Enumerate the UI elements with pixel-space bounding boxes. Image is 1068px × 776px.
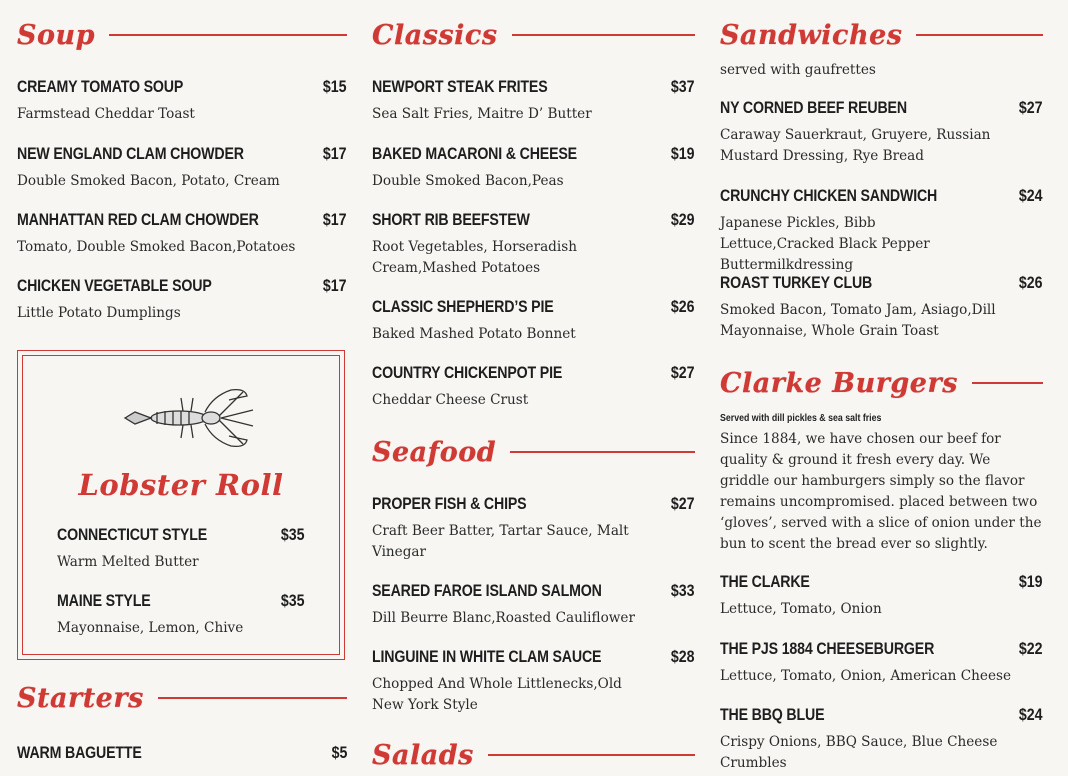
item-price: $26 bbox=[671, 298, 695, 316]
item-price: $5 bbox=[331, 744, 347, 762]
item-price: $37 bbox=[671, 78, 695, 96]
item-name: MAINE STYLE bbox=[57, 592, 151, 610]
item-price: $22 bbox=[1019, 640, 1043, 658]
lobster-roll-title: Lobster Roll bbox=[78, 468, 284, 502]
item-name: SEARED FAROE ISLAND SALMON bbox=[372, 582, 602, 600]
item-description: Chopped And Whole Littlenecks,Old New York Style bbox=[372, 676, 622, 713]
section-divider bbox=[916, 34, 1043, 36]
burgers-blurb: Since 1884, we have chosen our beef for quality & ground it fresh every day. We griddle our hamburgers simply so the flavor remains uncompromised. placed between two ‘gloves’, served with a slice of onion under the bun to scent the bread ever so slightly. bbox=[720, 431, 1042, 552]
item-name: COUNTRY CHICKENPOT PIE bbox=[372, 364, 563, 382]
section-title-salads: Salads bbox=[372, 739, 474, 771]
burgers-section-header bbox=[720, 363, 1043, 403]
item-name: ROAST TURKEY CLUB bbox=[720, 274, 873, 292]
item-name: LINGUINE IN WHITE CLAM SAUCE bbox=[372, 648, 602, 666]
item-price: $27 bbox=[1019, 99, 1043, 117]
item-price: $28 bbox=[671, 648, 695, 666]
item-price: $15 bbox=[323, 78, 347, 96]
item-price: $17 bbox=[323, 277, 347, 295]
item-price: $27 bbox=[671, 495, 695, 513]
classics-section-header bbox=[372, 15, 695, 55]
item-price: $26 bbox=[1019, 274, 1043, 292]
item-name: BAKED MACARONI & CHEESE bbox=[372, 145, 577, 163]
section-divider bbox=[488, 754, 695, 756]
item-name: PROPER FISH & CHIPS bbox=[372, 495, 527, 513]
starters-section-header bbox=[17, 678, 347, 718]
section-divider bbox=[972, 382, 1043, 384]
item-description: Lettuce, Tomato, Onion, American Cheese bbox=[720, 668, 1012, 684]
soup-section-header bbox=[17, 15, 347, 55]
item-description: Mayonnaise, Lemon, Chive bbox=[57, 620, 244, 636]
item-name: CRUNCHY CHICKEN SANDWICH bbox=[720, 187, 938, 205]
seafood-section-header bbox=[372, 432, 695, 472]
item-name: CREAMY TOMATO SOUP bbox=[17, 78, 184, 96]
item-description: Baked Mashed Potato Bonnet bbox=[372, 326, 576, 342]
item-name: WARM BAGUETTE bbox=[17, 744, 142, 762]
item-description: Little Potato Dumplings bbox=[17, 305, 181, 321]
item-price: $17 bbox=[323, 145, 347, 163]
item-description: Double Smoked Bacon, Potato, Cream bbox=[17, 173, 280, 189]
section-divider bbox=[512, 34, 695, 36]
item-price: $29 bbox=[671, 211, 695, 229]
lobster-illustration-icon bbox=[121, 382, 257, 454]
item-description: Crispy Onions, BBQ Sauce, Blue Cheese Crumbles bbox=[720, 734, 998, 771]
item-name: THE BBQ BLUE bbox=[720, 706, 825, 724]
item-name: MANHATTAN RED CLAM CHOWDER bbox=[17, 211, 259, 229]
item-description: Sea Salt Fries, Maitre D’ Butter bbox=[372, 106, 592, 122]
sandwiches-note: served with gaufrettes bbox=[720, 62, 876, 78]
item-description: Double Smoked Bacon,Peas bbox=[372, 173, 564, 189]
section-title-burgers: Clarke Burgers bbox=[720, 367, 958, 399]
item-name: NY CORNED BEEF REUBEN bbox=[720, 99, 907, 117]
salads-section-header bbox=[372, 735, 695, 775]
item-description: Farmstead Cheddar Toast bbox=[17, 106, 195, 122]
item-price: $24 bbox=[1019, 706, 1043, 724]
section-title-classics: Classics bbox=[372, 19, 498, 51]
item-name: SHORT RIB BEEFSTEW bbox=[372, 211, 530, 229]
item-description: Tomato, Double Smoked Bacon,Potatoes bbox=[17, 239, 296, 255]
item-description: Lettuce, Tomato, Onion bbox=[720, 601, 882, 617]
item-price: $19 bbox=[1019, 573, 1043, 591]
item-description: Cheddar Cheese Crust bbox=[372, 392, 529, 408]
item-name: CHICKEN VEGETABLE SOUP bbox=[17, 277, 212, 295]
menu-column-right bbox=[720, 0, 1043, 776]
section-divider bbox=[510, 451, 695, 453]
item-price: $35 bbox=[281, 592, 305, 610]
item-name: THE PJS 1884 CHEESEBURGER bbox=[720, 640, 935, 658]
item-price: $35 bbox=[281, 526, 305, 544]
item-description: Root Vegetables, Horseradish Cream,Mashed Potatoes bbox=[372, 239, 577, 276]
lobster-roll-frame bbox=[22, 355, 340, 655]
menu-column-middle bbox=[372, 0, 695, 776]
menu-column-left bbox=[17, 0, 347, 776]
item-name: THE CLARKE bbox=[720, 573, 810, 591]
section-divider bbox=[158, 697, 347, 699]
section-title-soup: Soup bbox=[17, 19, 96, 51]
item-price: $27 bbox=[671, 364, 695, 382]
item-name: CLASSIC SHEPHERD’S PIE bbox=[372, 298, 554, 316]
sandwiches-section-header bbox=[720, 15, 1043, 55]
lobster-roll-box bbox=[17, 350, 345, 660]
item-price: $17 bbox=[323, 211, 347, 229]
item-price: $33 bbox=[671, 582, 695, 600]
section-title-seafood: Seafood bbox=[372, 436, 497, 468]
item-description: Craft Beer Batter, Tartar Sauce, Malt Vinegar bbox=[372, 523, 629, 560]
item-description: Smoked Bacon, Tomato Jam, Asiago,Dill Mayonnaise, Whole Grain Toast bbox=[720, 302, 996, 339]
section-title-sandwiches: Sandwiches bbox=[720, 19, 903, 51]
item-name: NEWPORT STEAK FRITES bbox=[372, 78, 548, 96]
burgers-small-note: Served with dill pickles & sea salt fries bbox=[720, 413, 882, 424]
item-price: $19 bbox=[671, 145, 695, 163]
section-title-starters: Starters bbox=[17, 682, 144, 714]
section-divider bbox=[109, 34, 347, 36]
item-name: CONNECTICUT STYLE bbox=[57, 526, 208, 544]
item-price: $24 bbox=[1019, 187, 1043, 205]
item-description: Dill Beurre Blanc,Roasted Cauliflower bbox=[372, 610, 635, 626]
item-description: Caraway Sauerkraut, Gruyere, Russian Mustard Dressing, Rye Bread bbox=[720, 127, 991, 164]
item-description: Japanese Pickles, Bibb Lettuce,Cracked Black Pepper Buttermilkdressing bbox=[720, 215, 930, 273]
item-name: NEW ENGLAND CLAM CHOWDER bbox=[17, 145, 244, 163]
item-description: Warm Melted Butter bbox=[57, 554, 199, 570]
